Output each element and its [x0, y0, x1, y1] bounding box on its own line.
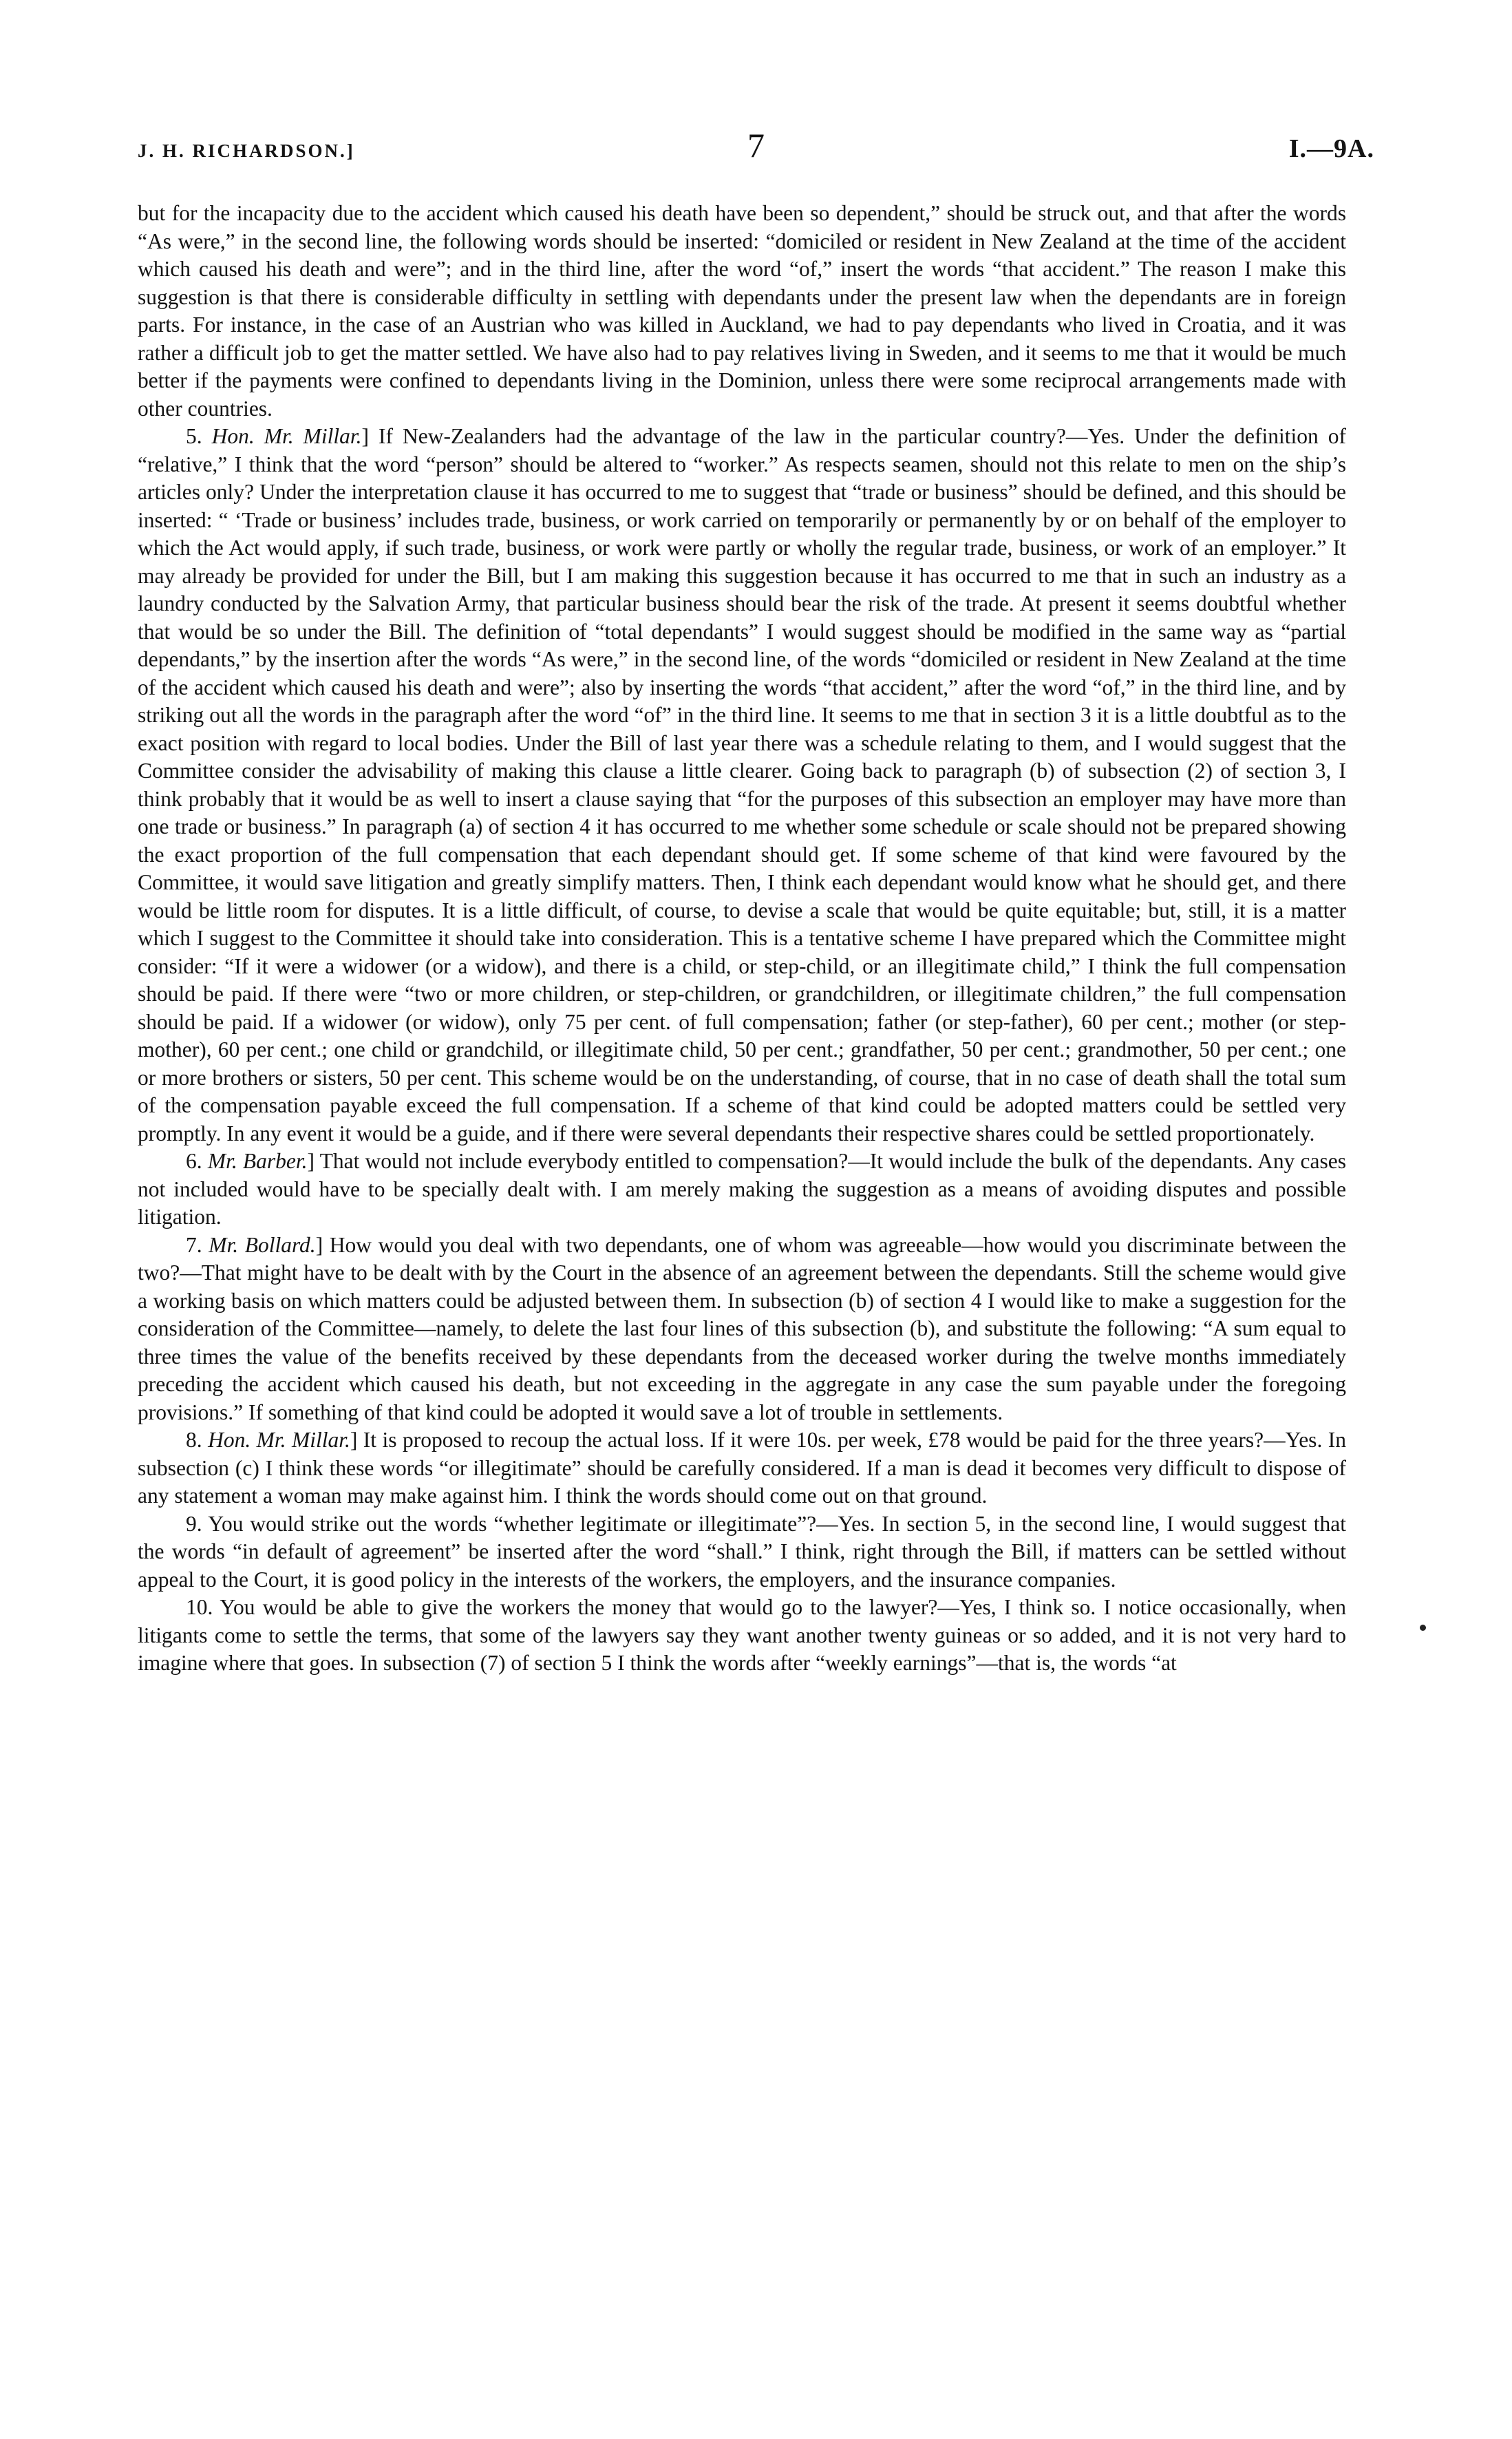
header-witness-name: J. H. RICHARDSON.] — [138, 140, 355, 161]
paragraph-7 — [138, 1232, 1346, 1427]
paragraph-10 — [138, 1594, 1346, 1678]
document-body — [138, 200, 1346, 1678]
paragraph-text: You would be able to give the workers the money that would go to the lawyer?—Yes, I think so. I notice occasionally, when litigants come to settle the terms, that some of the lawyers say they want another twenty guineas or so added, and it is not very hard to imagine where that goes. In subsection (7) of section 5 I think the words after “weekly earnings”—that is, the words “at — [138, 1595, 1346, 1675]
paragraph-text: You would strike out the words “whether legitimate or illegitimate”?—Yes. In section 5, in the second line, I would suggest that the words “in default of agreement” be inserted after the word “shall.” I think, right through the Bill, if matters can be settled without appeal to the Court, it is good policy in the interests of the workers, the employers, and the insurance companies. — [138, 1511, 1346, 1592]
paragraph-number: 7. — [186, 1232, 202, 1257]
speaker-name: Hon. Mr. Millar. — [208, 1428, 350, 1452]
paragraph-text: but for the incapacity due to the accident which caused his death have been so dependent,” should be struck out, and that after the words “As were,” in the second line, the following words should be inserted: “domiciled or resident in New Zealand at the time of the accident which caused his death and were”; and in the third line, after the word “of,” insert the words “that accident.” The reason I make this suggestion is that there is considerable difficulty in settling with dependants under the present law when the dependants are in foreign parts. For instance, in the case of an Austrian who was killed in Auckland, we had to pay dependants who lived in Croatia, and it was rather a difficult job to get the matter settled. We have also had to pay relatives living in Sweden, and it seems to me that it would be much better if the payments were confined to dependants living in the Dominion, unless there were some reciprocal arrangements made with other countries. — [138, 201, 1346, 421]
document-reference: I.—9A. — [1288, 134, 1374, 163]
speaker-name: Hon. Mr. Millar. — [211, 424, 362, 448]
paragraph-number: 5. — [186, 424, 202, 448]
margin-mark — [1420, 1625, 1426, 1631]
page-number: 7 — [747, 126, 765, 165]
paragraph-text: ] If New-Zealanders had the advantage of the law in the particular country?—Yes. Under the definition of “relative,” I think that the word “person” should be altered to “worker.” As respects seamen, should not this relate to men on the ship’s articles only? Under the interpretation clause it has occurred to me to suggest that “trade or business” should be defined, and this should be inserted: “ ‘Trade or business’ includes trade, business, or work carried on temporarily or permanently by or on behalf of the employer to which the Act would apply, if such trade, business, or work were partly or wholly the regular trade, business, or work of an employer.” It may already be provided for under the Bill, but I am making this suggestion because it has occurred to me that in such an industry as a laundry conducted by the Salvation Army, that particular business should bear the risk of the trade. At present it seems doubtful whether that would be so under the Bill. The definition of “total dependants” I would suggest should be modified in the same way as “partial dependants,” by the insertion after the words “As were,” in the second line, of the words “domiciled or resident in New Zealand at the time of the accident which caused his death and were”; also by inserting the words “that accident,” after the word “of,” in the third line, and by striking out all the words in the paragraph after the word “of” in the third line. It seems to me that in section 3 it is a little doubtful as to the exact position with regard to local bodies. Under the Bill of last year there was a schedule relating to them, and I would suggest that the Committee consider the advisability of making this clause a little clearer. Going back to paragraph (b) of subsection (2) of section 3, I think probably that it would be as well to insert a clause saying that “for the purposes of this subsection an employer may have more than one trade or business.” In paragraph (a) of section 4 it has occurred to me whether some schedule or scale should not be prepared showing the exact proportion of the full compensation that each dependant should get. If some scheme of that kind were favoured by the Committee, it would save litigation and greatly simplify matters. Then, I think each dependant would know what he should get, and there would be little room for disputes. It is a little difficult, of course, to devise a scale that would be quite equitable; but, still, it is a matter which I suggest to the Committee it should take into consideration. This is a tentative scheme I have prepared which the Committee might consider: “If it were a widower (or a widow), and there is a child, or step-child, or an illegitimate child,” I think the full compensation should be paid. If there were “two or more children, or step-children, or grandchildren, or illegitimate children,” the full compensation should be paid. If a widower (or widow), only 75 per cent. of full compensation; father (or step-father), 60 per cent.; mother (or step-mother), 60 per cent.; one child or grandchild, or illegitimate child, 50 per cent.; grandfather, 50 per cent.; grandmother, 50 per cent.; one or more brothers or sisters, 50 per cent. This scheme would be on the understanding, of course, that in no case of death shall the total sum of the compensation payable exceed the full compensation. If a scheme of that kind could be adopted matters could be settled very promptly. In any event it would be a guide, and if there were several dependants their respective shares could be settled proportionately. — [138, 424, 1347, 1145]
paragraph-continuation — [138, 200, 1346, 423]
paragraph-text: ] It is proposed to recoup the actual loss. If it were 10s. per week, £78 would be paid for the three years?—Yes. In subsection (c) I think these words “or illegitimate” should be carefully considered. If a man is dead it becomes very difficult to dispose of any statement a woman may make against him. I think the words should come out on that ground. — [138, 1428, 1346, 1508]
paragraph-text: ] That would not include everybody entitled to compensation?—It would include the bulk of the dependants. Any cases not included would have to be specially dealt with. I am merely making the suggestion as a means of avoiding disputes and possible litigation. — [138, 1149, 1346, 1229]
speaker-name: Mr. Barber. — [207, 1149, 308, 1173]
paragraph-number: 8. — [186, 1428, 202, 1452]
paragraph-9 — [138, 1510, 1346, 1594]
speaker-name: Mr. Bollard. — [209, 1232, 316, 1257]
paragraph-text: ] How would you deal with two dependants, one of whom was agreeable—how would you discriminate between the two?—That might have to be dealt with by the Court in the absence of an agreement between the dependants. Still the scheme would give a working basis on which matters could be adjusted between them. In subsection (b) of section 4 I would like to make a suggestion for the consideration of the Committee—namely, to delete the last four lines of this subsection (b), and substitute the following: “A sum equal to three times the value of the benefits received by these dependants from the deceased worker during the twelve months immediately preceding the accident which caused his death, but not exceeding in the aggregate in any case the sum payable under the foregoing provisions.” If something of that kind could be adopted it would save a lot of trouble in settlements. — [138, 1232, 1347, 1424]
page-header — [138, 125, 1374, 180]
paragraph-5 — [138, 423, 1346, 1148]
paragraph-number: 6. — [186, 1149, 202, 1173]
paragraph-8 — [138, 1426, 1346, 1510]
paragraph-number: 10. — [186, 1595, 213, 1619]
paragraph-6 — [138, 1148, 1346, 1232]
paragraph-number: 9. — [186, 1511, 202, 1536]
